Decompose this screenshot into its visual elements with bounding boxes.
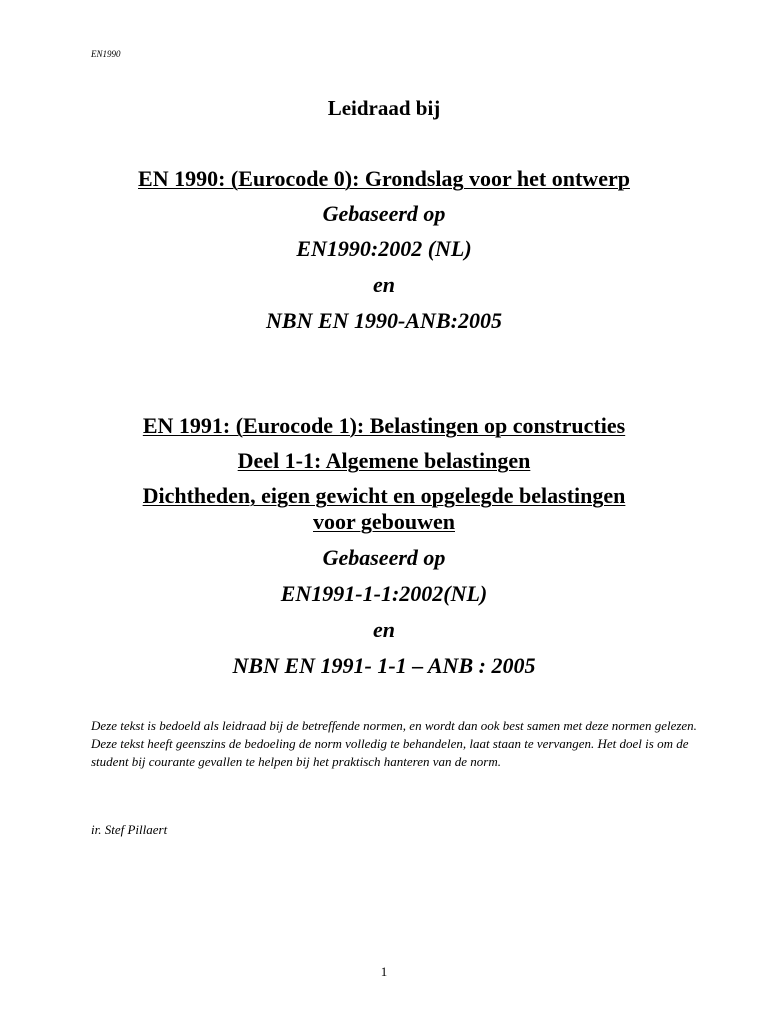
document-title: Leidraad bij [327, 96, 441, 120]
page-header: EN1990 [91, 49, 121, 59]
page-number: 1 [380, 964, 388, 979]
section1-heading [0, 167, 768, 191]
author: ir. Stef Pillaert [91, 822, 168, 837]
section2-ref1: EN1991-1-1:2002(NL) [280, 581, 488, 606]
section2-part-text: Deel 1-1: Algemene belastingen [237, 448, 531, 473]
section2-based-on: Gebaseerd op [322, 545, 446, 570]
section1-heading-text: EN 1990: (Eurocode 0): Grondslag voor het ontwerp [138, 166, 630, 191]
section2-subtitle-line1-text: Dichtheden, eigen gewicht en opgelegde belastingen [142, 483, 626, 508]
section2-subtitle-line2-text: voor gebouwen [313, 509, 455, 534]
section2-heading [0, 414, 768, 438]
section2-and: en [373, 617, 395, 642]
section2-part [0, 449, 768, 473]
section1-ref1: EN1990:2002 (NL) [296, 236, 472, 261]
disclaimer-note: Deze tekst is bedoeld als leidraad bij de betreffende normen, en wordt dan ook best samen met deze normen gelezen. Deze tekst heeft geenszins de bedoeling de norm volledig te behandelen, laat staan te vervangen. Het doel is om de student bij courante gevallen te helpen bij het praktisch hanteren van de norm. [91, 718, 697, 769]
section1-and: en [373, 272, 395, 297]
section2-subtitle-line1 [0, 484, 768, 508]
section2-heading-text: EN 1991: (Eurocode 1): Belastingen op constructies [142, 413, 626, 438]
section1-based-on: Gebaseerd op [322, 201, 446, 226]
section2-ref2: NBN EN 1991- 1-1 – ANB : 2005 [232, 653, 536, 678]
section1-ref2: NBN EN 1990-ANB:2005 [266, 308, 502, 333]
section2-subtitle-line2 [0, 510, 768, 534]
